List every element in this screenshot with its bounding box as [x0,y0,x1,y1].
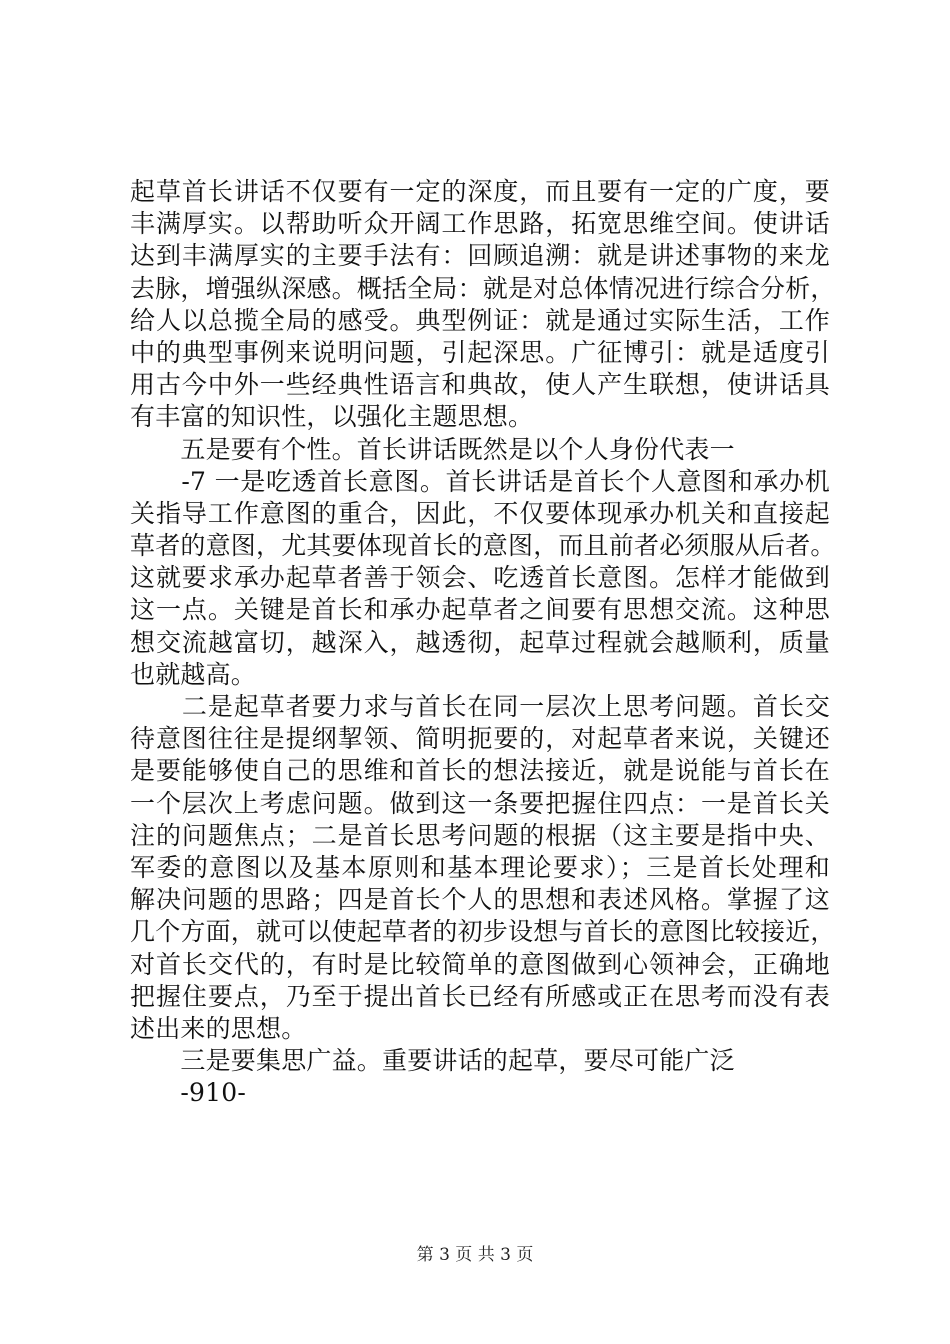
text-line: 中的典型事例来说明问题，引起深思。广征博引：就是适度引 [130,337,830,367]
body-text [130,176,836,1109]
text-line: 述出来的思想。 [130,1013,307,1043]
text-line: 待意图往往是提纲挈领、简明扼要的，对起草者来说，关键还 [130,724,830,754]
text-line: 有丰富的知识性，以强化主题思想。 [130,402,534,432]
text-line: 几个方面，就可以使起草者的初步设想与首长的意图比较接近， [130,917,836,947]
text-line: 给人以总揽全局的感受。典型例证：就是通过实际生活，工作 [130,305,830,335]
text-line: 三是要集思广益。重要讲话的起草，要尽可能广泛 [130,1046,735,1076]
text-line: 这一点。关键是首长和承办起草者之间要有思想交流。这种思 [130,595,830,625]
text-line: 这就要求承办起草者善于领会、吃透首长意图。怎样才能做到 [130,563,830,593]
text-line: -910- [130,1078,247,1108]
text-line: 关指导工作意图的重合，因此，不仅要体现承办机关和直接起 [130,498,830,528]
text-line: 对首长交代的，有时是比较简单的意图做到心领神会，正确地 [130,949,830,979]
page-number-label: 第 3 页 共 3 页 [416,1245,534,1265]
text-line: 达到丰满厚实的主要手法有：回顾追溯：就是讲述事物的来龙 [130,241,830,271]
text-line: 五是要有个性。首长讲话既然是以个人身份代表一 [130,434,735,464]
text-line: 起草首长讲话不仅要有一定的深度，而且要有一定的广度，要 [130,177,830,206]
text-line: 一个层次上考虑问题。做到这一条要把握住四点：一是首长关 [130,788,830,818]
text-line: 草者的意图，尤其要体现首长的意图，而且前者必须服从后者。 [130,531,836,561]
text-line: 是要能够使自己的思维和首长的想法接近，就是说能与首长在 [130,756,830,786]
text-line: 想交流越富切，越深入，越透彻，起草过程就会越顺利，质量 [130,627,830,657]
text-line: 丰满厚实。以帮助听众开阔工作思路，拓宽思维空间。使讲话 [130,209,830,239]
text-line: 用古今中外一些经典性语言和典故，使人产生联想，使讲话具 [130,370,830,400]
text-line: 注的问题焦点；二是首长思考问题的根据（这主要是指中央、 [130,820,830,850]
text-line: 把握住要点，乃至于提出首长已经有所感或正在思考而没有表 [130,981,830,1011]
text-line: 解决问题的思路；四是首长个人的思想和表述风格。掌握了这 [130,885,830,915]
text-line: -7 一是吃透首长意图。首长讲话是首长个人意图和承办机 [130,466,830,496]
text-line: 去脉，增强纵深感。概括全局：就是对总体情况进行综合分析， [130,273,836,303]
text-line: 军委的意图以及基本原则和基本理论要求）；三是首长处理和 [130,852,830,882]
page-footer [0,1244,950,1266]
text-line: 也就越高。 [130,659,257,689]
text-line: 二是起草者要力求与首长在同一层次上思考问题。首长交 [130,692,830,721]
